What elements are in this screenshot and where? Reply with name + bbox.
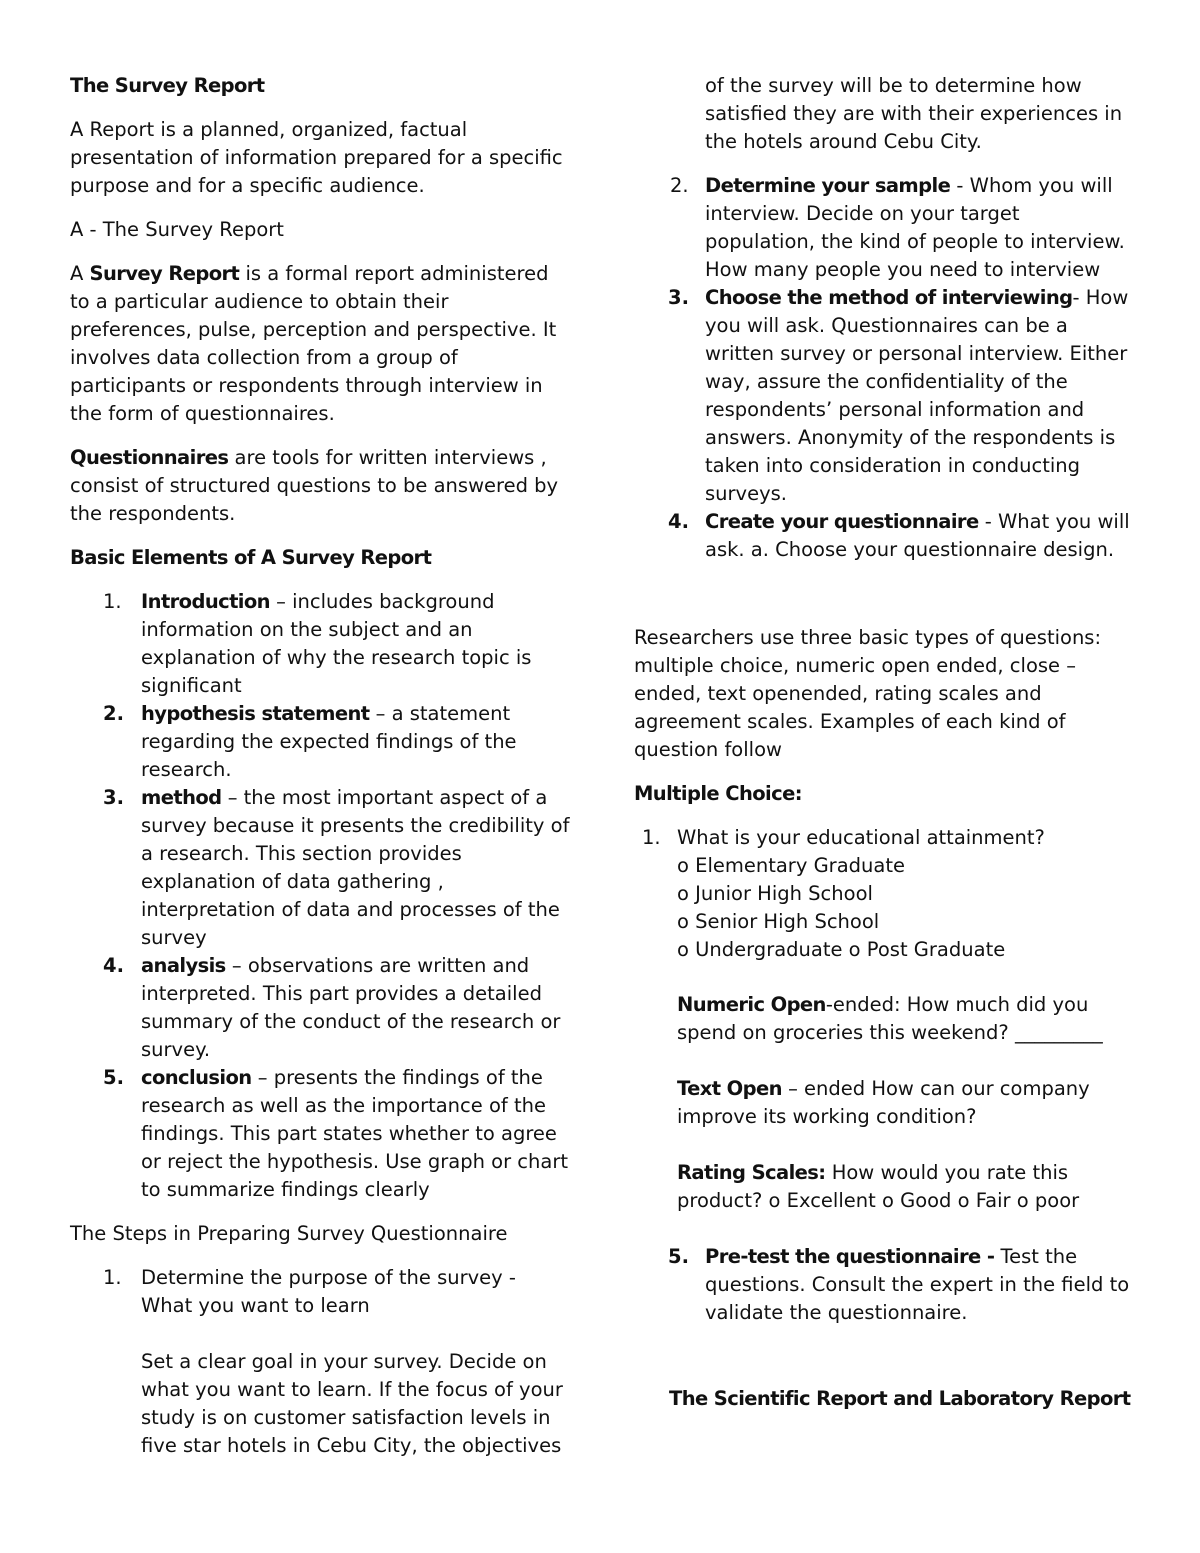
multiple-choice-heading: Multiple Choice: (634, 782, 802, 805)
section-a-heading: A - The Survey Report (70, 218, 284, 241)
list-item (70, 588, 570, 700)
list-number: 4. (103, 954, 124, 977)
list-number: 1. (103, 1266, 122, 1289)
numeric-open-rest: -ended: How much did you spend on groceries this weekend? _________ (677, 993, 1103, 1044)
scientific-report-heading: The Scientific Report and Laboratory Report (669, 1387, 1131, 1410)
list-item (70, 700, 570, 784)
rating-scales-rest: How would you rate this product? o Excellent o Good o Fair o poor (677, 1161, 1080, 1212)
list-item (70, 1264, 570, 1460)
element-text: – a statement regarding the expected findings of the research. (141, 702, 517, 781)
left-column (70, 72, 570, 1460)
elements-list (70, 588, 570, 1204)
page-title: The Survey Report (70, 74, 265, 97)
questionnaires-definition (70, 444, 570, 528)
question-types-paragraph: Researchers use three basic types of questions: multiple choice, numeric open ended, close – ended, text openended, rating scales and agreement scales. Examples of each kind of question follow (634, 626, 1102, 761)
step-term: Determine your sample (705, 174, 951, 197)
element-term: hypothesis statement (141, 702, 370, 725)
list-item (70, 952, 570, 1064)
list-number: 5. (668, 1245, 689, 1268)
rating-scales-example (677, 1159, 1134, 1215)
right-column (634, 72, 1134, 1413)
text-open-example (677, 1075, 1134, 1131)
rating-scales-term: Rating Scales: (677, 1161, 826, 1184)
element-text: – the most important aspect of a survey because it presents the credibility of a research. This section provides explanation of data gathering , interpretation of data and processes of the survey (141, 786, 570, 949)
elements-heading: Basic Elements of A Survey Report (70, 546, 432, 569)
step5-text: Test the questions. Consult the expert in the field to validate the questionnaire. (705, 1245, 1130, 1324)
step-term: Create your questionnaire (705, 510, 979, 533)
numeric-open-term: Numeric Open (677, 993, 826, 1016)
list-item (634, 508, 1134, 564)
step-text: - How you will ask. Questionnaires can be a written survey or personal interview. Either way, assure the confidentiality of the respondents’ personal information and answers. Anonymity of the respondents is taken into consideration in conducting surveys. (705, 286, 1129, 505)
text-open-rest: – ended How can our company improve its working condition? (677, 1077, 1090, 1128)
list-number: 3. (668, 286, 689, 309)
element-term: method (141, 786, 222, 809)
step1-text: Determine the purpose of the survey - What you want to learn (141, 1266, 516, 1317)
list-number: 1. (642, 826, 661, 849)
list-item (70, 784, 570, 952)
list-item (634, 824, 1134, 1215)
step1-cont-text: of the survey will be to determine how satisfied they are with their experiences in the hotels around Cebu City. (705, 74, 1123, 153)
step-text: - Whom you will interview. Decide on your target population, the kind of people to interview. How many people you need to interview (705, 174, 1125, 281)
element-term: Introduction (141, 590, 270, 613)
list-item (634, 172, 1134, 284)
questionnaires-term: Questionnaires (70, 446, 229, 469)
list-item (634, 284, 1134, 508)
report-definition: A Report is a planned, organized, factual presentation of information prepared for a specific purpose and for a specific audience. (70, 118, 563, 197)
mc-option: o Senior High School (677, 910, 880, 933)
step-text: - What you will ask. a. Choose your questionnaire design. (705, 510, 1130, 561)
survey-report-definition (70, 260, 570, 428)
questionnaires-rest: are tools for written interviews , consist of structured questions to be answered by the respondents. (70, 446, 559, 525)
mc-question: What is your educational attainment? (677, 826, 1045, 849)
list-number: 2. (670, 174, 689, 197)
step1-continued (634, 72, 1134, 156)
element-term: conclusion (141, 1066, 252, 1089)
text-open-term: Text Open (677, 1077, 782, 1100)
step1-detail: Set a clear goal in your survey. Decide on what you want to learn. If the focus of your study is on customer satisfaction levels in five star hotels in Cebu City, the objectives (141, 1350, 563, 1457)
numeric-open-example (677, 991, 1134, 1047)
mc-option: o Junior High School (677, 882, 873, 905)
element-text: – observations are written and interpreted. This part provides a detailed summary of the conduct of the research or survey. (141, 954, 561, 1061)
list-number: 3. (103, 786, 124, 809)
mc-option: o Undergraduate o Post Graduate (677, 938, 1006, 961)
mc-option: o Elementary Graduate (677, 854, 905, 877)
step-term: Choose the method of interviewing (705, 286, 1073, 309)
step5-term: Pre-test the questionnaire - (705, 1245, 1001, 1268)
list-number: 4. (668, 510, 689, 533)
list-item (70, 1064, 570, 1204)
list-number: 5. (103, 1066, 124, 1089)
survey-report-term: Survey Report (89, 262, 240, 285)
element-term: analysis (141, 954, 226, 977)
list-number: 2. (103, 702, 124, 725)
element-text: – includes background information on the subject and an explanation of why the research topic is significant (141, 590, 532, 697)
list-item (634, 1243, 1134, 1327)
element-text: – presents the findings of the research as well as the importance of the findings. This part states whether to agree or reject the hypothesis. Use graph or chart to summarize findings clearly (141, 1066, 569, 1201)
steps-heading: The Steps in Preparing Survey Questionnaire (70, 1222, 508, 1245)
survey-def-pre: A (70, 262, 90, 285)
survey-def-rest: is a formal report administered to a particular audience to obtain their preferences, pulse, perception and perspective. It involves data collection from a group of participants or respondents through interview in the form of questionnaires. (70, 262, 557, 425)
list-number: 1. (103, 590, 122, 613)
